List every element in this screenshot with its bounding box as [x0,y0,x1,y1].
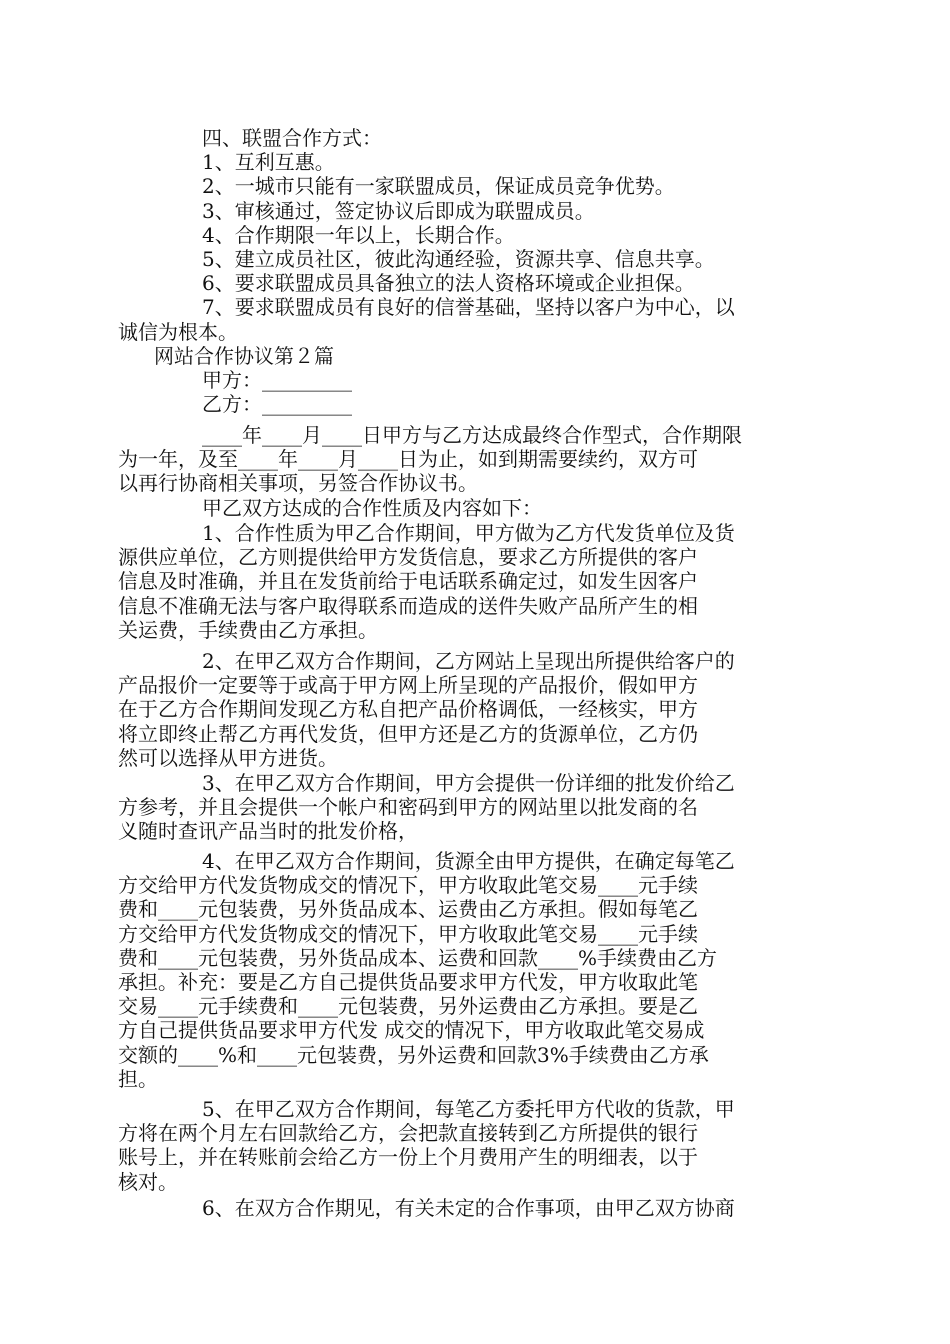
paragraph-line: 承担。补充：要是乙方自己提供货品要求甲方代发，甲方收取此笔 [118,969,698,994]
paragraph-line: 方参考，并且会提供一个帐户和密码到甲方的网站里以批发商的名 [118,795,698,820]
paragraph-line: 然可以选择从甲方进货。 [118,745,338,770]
document-title: 网站合作协议第２篇 [154,344,334,368]
paragraph-line: 将立即终止帮乙方再代发货，但甲方还是乙方的货源单位，乙方仍 [118,721,698,746]
section-heading: 甲乙双方达成的合作性质及内容如下： [202,495,542,520]
list-item: 5、建立成员社区，彼此沟通经验，资源共享、信息共享。 [202,246,715,271]
section-four [118,126,808,344]
clause-5 [118,1097,808,1194]
paragraph-line: 担。 [118,1066,158,1091]
paragraph-line: 产品报价一定要等于或高于甲方网上所呈现的产品报价，假如甲方 [118,673,698,698]
paragraph-line: 以再行协商相关事项，另签合作协议书。 [118,471,478,496]
paragraph-line: 3、在甲乙双方合作期间，甲方会提供一份详细的批发价给乙 [202,771,735,795]
paragraph-line: 5、在甲乙双方合作期间，每笔乙方委托甲方代收的货款，甲 [202,1097,735,1121]
paragraph-line: 交易____元手续费和____元包装费，另外运费由乙方承担。要是乙 [118,994,698,1019]
list-item: 1、互利互惠。 [202,150,335,175]
clause-6 [118,1196,808,1220]
paragraph-line: 账号上，并在转账前会给乙方一份上个月费用产生的明细表，以于 [118,1145,698,1170]
paragraph-line: 费和____元包装费，另外货品成本、运费由乙方承担。假如每笔乙 [118,897,698,922]
paragraph-line: 信息及时准确，并且在发货前给于电话联系确定过，如发生因客户 [118,569,698,594]
list-item: 6、要求联盟成员具备独立的法人资格环境或企业担保。 [202,271,695,296]
paragraph-line: 核对。 [118,1169,178,1194]
paragraph-line: 交额的____%和____元包装费，另外运费和回款3%手续费由乙方承 [118,1042,709,1067]
clause-3 [118,771,808,844]
party-b-line: 乙方：_________ [202,392,352,417]
clause-1 [118,521,808,642]
paragraph-line: 2、在甲乙双方合作期间，乙方网站上呈现出所提供给客户的 [202,649,735,673]
paragraph-line: 方将在两个月左右回款给乙方，会把款直接转到乙方所提供的银行 [118,1121,698,1146]
clause-2 [118,649,808,770]
paragraph-line: 6、在双方合作期见，有关未定的合作事项，由甲乙双方协商 [202,1196,735,1220]
agreement-header [118,344,808,417]
section-heading: 四、联盟合作方式： [202,126,382,150]
paragraph-line: 在于乙方合作期间发现乙方私自把产品价格调低，一经核实，甲方 [118,697,698,722]
paragraph-line: 方交给甲方代发货物成交的情况下，甲方收取此笔交易____元手续 [118,921,698,946]
paragraph-line: 4、在甲乙双方合作期间，货源全由甲方提供，在确定每笔乙 [202,849,735,873]
paragraph-line: 信息不准确无法与客户取得联系而造成的送件失败产品所产生的相 [118,593,698,618]
intro-paragraph [118,423,808,520]
party-a-line: 甲方：_________ [202,368,352,393]
paragraph-line: 源供应单位，乙方则提供给甲方发货信息，要求乙方所提供的客户 [118,545,698,570]
paragraph-line: 方交给甲方代发货物成交的情况下，甲方收取此笔交易____元手续 [118,873,698,898]
paragraph-line: 为一年，及至____年____月____日为止，如到期需要续约，双方可 [118,447,698,472]
list-item: 7、要求联盟成员有良好的信誉基础，坚持以客户为中心，以 [202,295,735,320]
list-item: 2、一城市只能有一家联盟成员，保证成员竞争优势。 [202,174,675,199]
paragraph-line: 1、合作性质为甲乙合作期间，甲方做为乙方代发货单位及货 [202,521,735,545]
list-item: 3、审核通过，签定协议后即成为联盟成员。 [202,198,595,223]
paragraph-line: 诚信为根本。 [118,319,238,344]
paragraph-line: 义随时查讯产品当时的批发价格， [118,819,418,844]
paragraph-line: 关运费，手续费由乙方承担。 [118,617,378,642]
paragraph-line: ____年____月____日甲方与乙方达成最终合作型式，合作期限 [202,423,742,447]
paragraph-line: 费和____元包装费，另外货品成本、运费和回款____%手续费由乙方 [118,945,718,970]
paragraph-line: 方自己提供货品要求甲方代发 成交的情况下，甲方收取此笔交易成 [118,1018,705,1043]
clause-4 [118,849,808,1091]
list-item: 4、合作期限一年以上，长期合作。 [202,222,515,247]
